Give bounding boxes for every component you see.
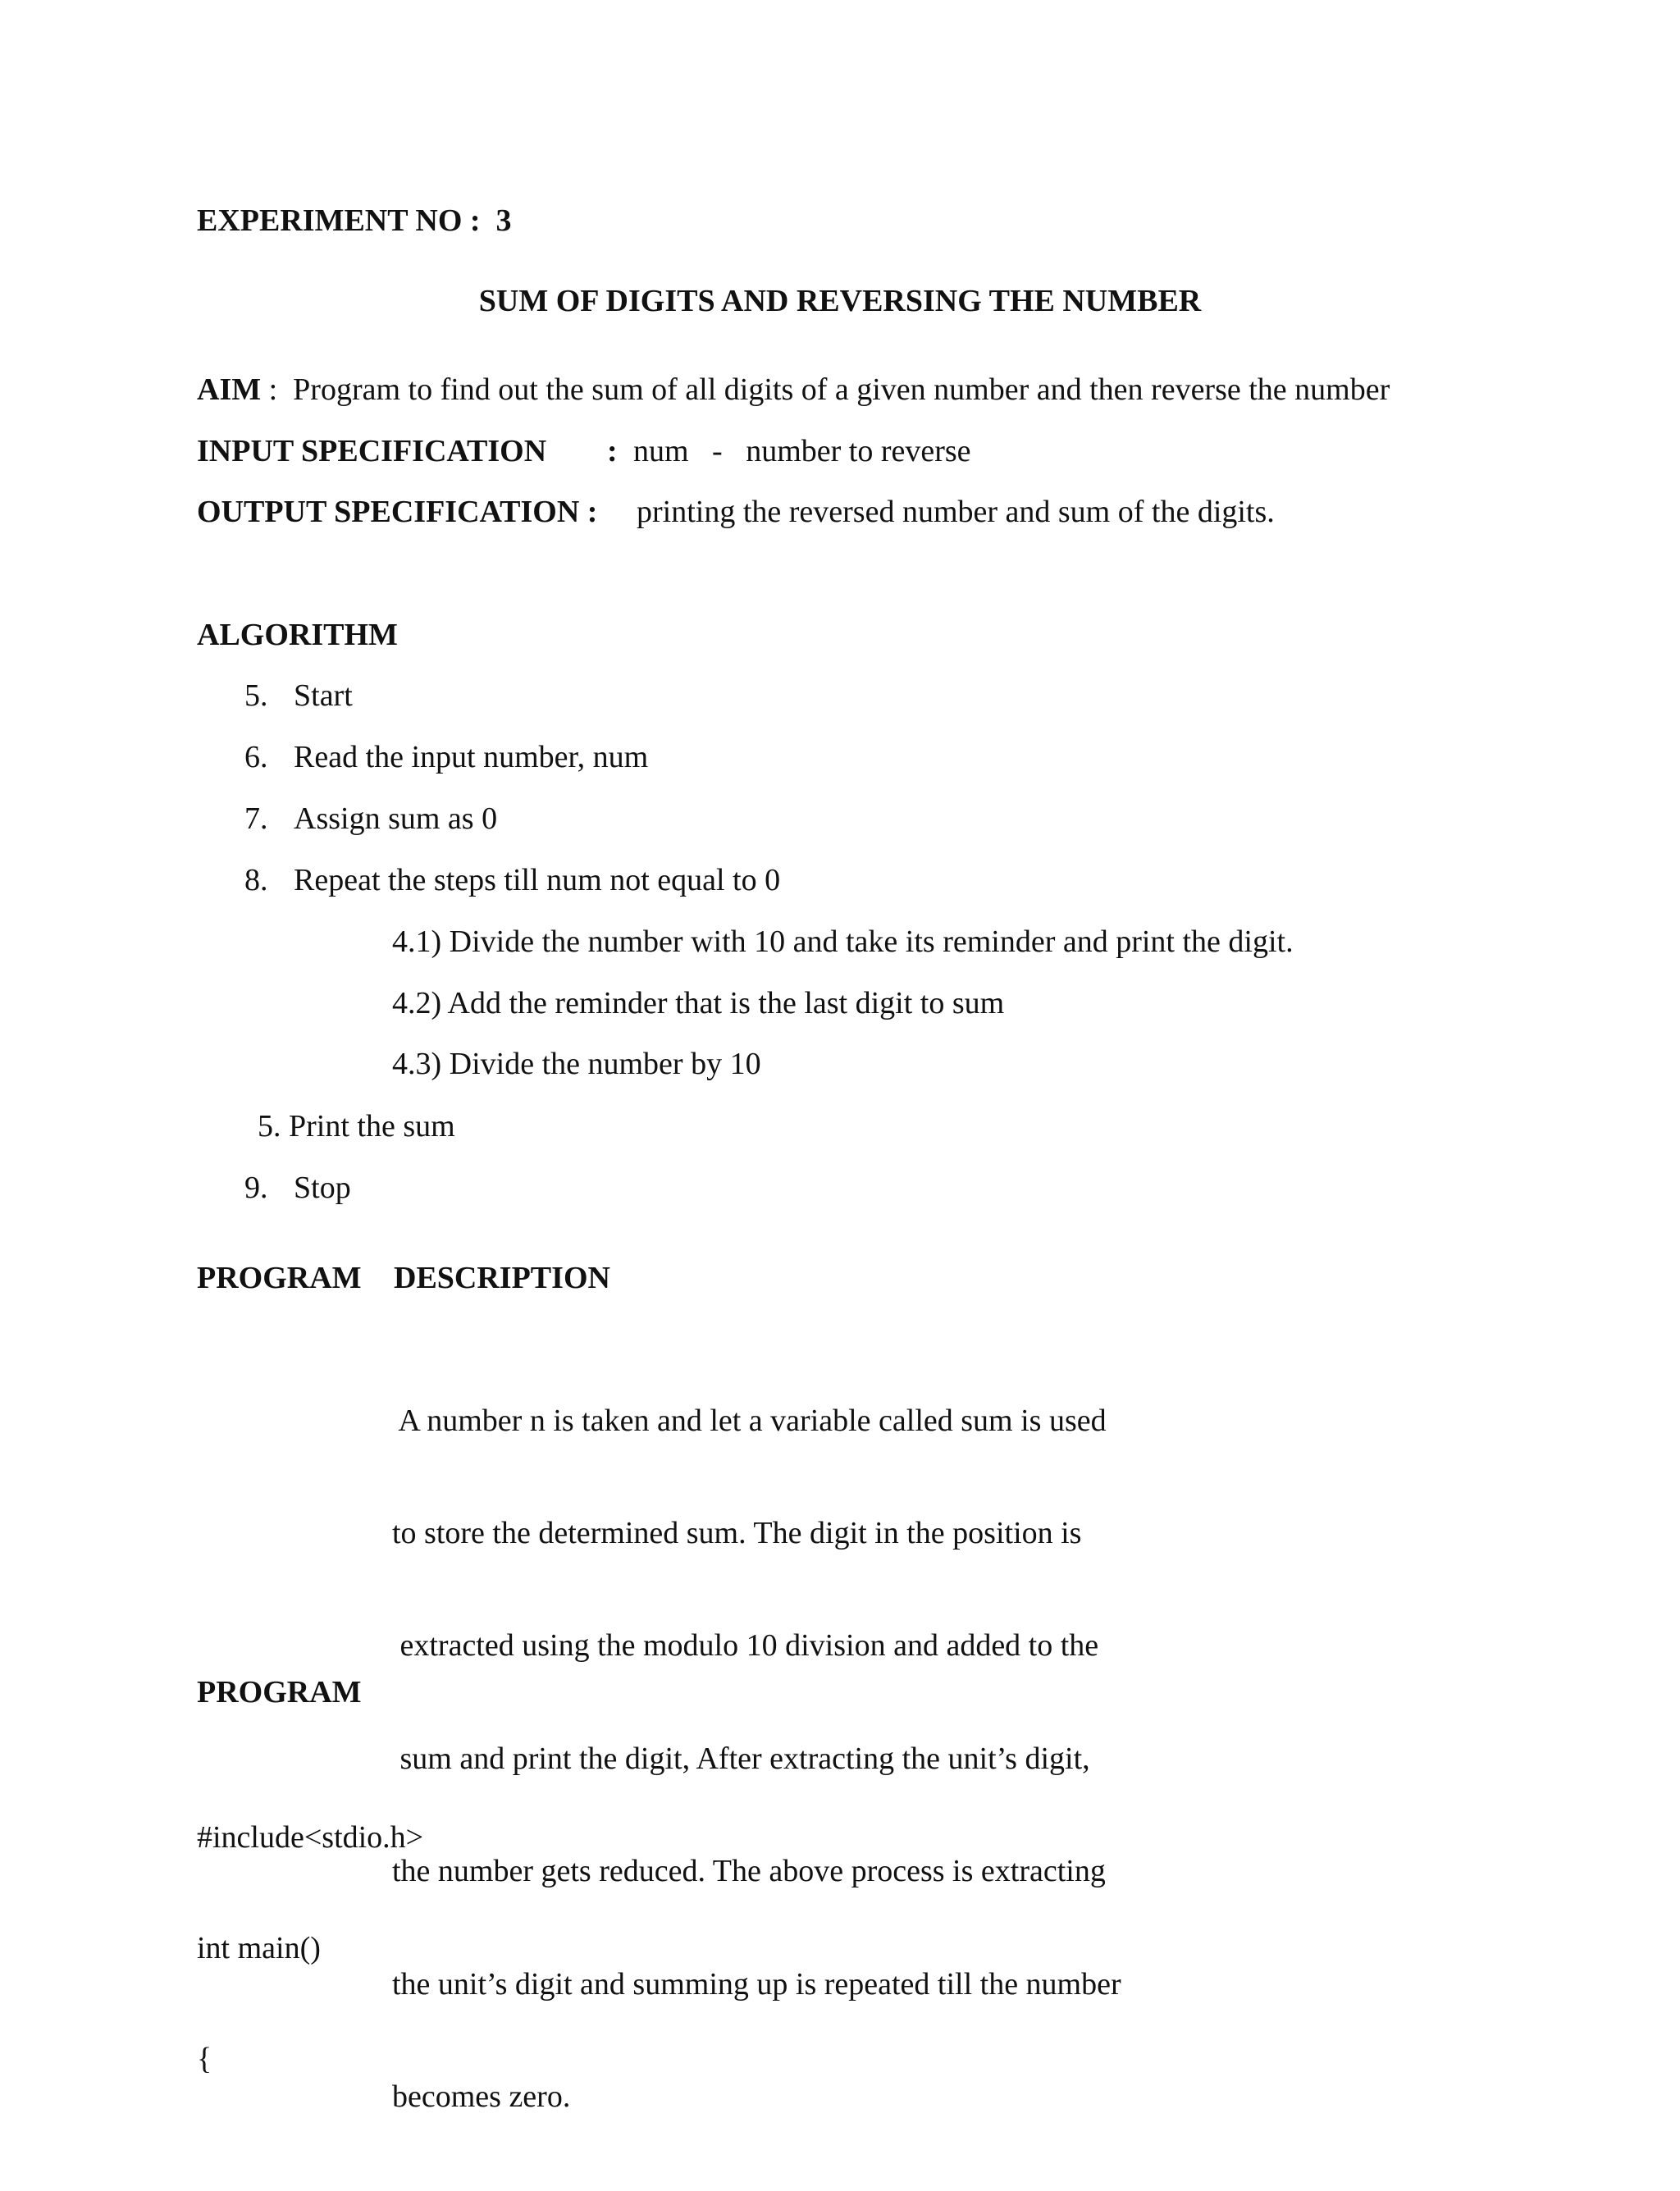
algorithm-step-text: Repeat the steps till num not equal to 0 (294, 863, 781, 897)
output-spec-text: printing the reversed number and sum of the digits. (637, 495, 1275, 529)
input-spec-colon: : (607, 434, 618, 468)
algorithm-substep: 4.1) Divide the number with 10 and take its reminder and print the digit. (392, 924, 1294, 959)
algorithm-step-text: Stop (294, 1171, 351, 1205)
program-description-heading-1: PROGRAM (197, 1261, 362, 1295)
description-line: to store the determined sum. The digit in the position is (392, 1515, 1082, 1550)
description-line: extracted using the modulo 10 division and added to the (392, 1628, 1099, 1664)
input-spec-text: num - number to reverse (633, 434, 971, 468)
aim-label: AIM (197, 372, 262, 407)
input-spec-label: INPUT SPECIFICATION (197, 434, 547, 468)
algorithm-step-number: 7. (244, 801, 268, 836)
program-description-heading-2: DESCRIPTION (394, 1261, 610, 1295)
description-line: the unit’s digit and summing up is repeated till the number (392, 1966, 1121, 2002)
algorithm-step-number: 5. (244, 678, 268, 713)
aim-separator: : (261, 372, 294, 407)
algorithm-heading: ALGORITHM (197, 618, 398, 652)
document-title: SUM OF DIGITS AND REVERSING THE NUMBER (478, 284, 1202, 318)
algorithm-print-step: 5. Print the sum (258, 1109, 455, 1143)
algorithm-substep: 4.2) Add the reminder that is the last digit to sum (392, 986, 1005, 1020)
description-line: A number n is taken and let a variable called sum is used (392, 1403, 1107, 1438)
output-spec-label: OUTPUT SPECIFICATION : (197, 495, 598, 529)
code-line: { (197, 2042, 212, 2076)
description-line: becomes zero. (392, 2079, 571, 2114)
algorithm-step-number: 9. (244, 1171, 268, 1205)
algorithm-substep: 4.3) Divide the number by 10 (392, 1047, 761, 1081)
program-code (197, 1746, 423, 2152)
experiment-number: EXPERIMENT NO : 3 (197, 203, 512, 238)
program-description-text (392, 1327, 1212, 2191)
description-line: the number gets reduced. The above process is extracting (392, 1854, 1106, 1889)
algorithm-step-number: 8. (244, 863, 268, 897)
aim-text: Program to find out the sum of all digits of a given number and then reverse the number (293, 372, 1390, 407)
program-heading: PROGRAM (197, 1675, 362, 1709)
aim-line (197, 371, 1390, 409)
algorithm-step-number: 6. (244, 740, 268, 774)
algorithm-step-text: Read the input number, num (294, 740, 649, 774)
algorithm-step-text: Assign sum as 0 (294, 801, 498, 836)
code-line: #include<stdio.h> (197, 1820, 424, 1855)
description-line: sum and print the digit, After extracting the unit’s digit, (392, 1741, 1090, 1776)
code-line: int main() (197, 1931, 321, 1965)
algorithm-step-text: Start (294, 678, 353, 713)
